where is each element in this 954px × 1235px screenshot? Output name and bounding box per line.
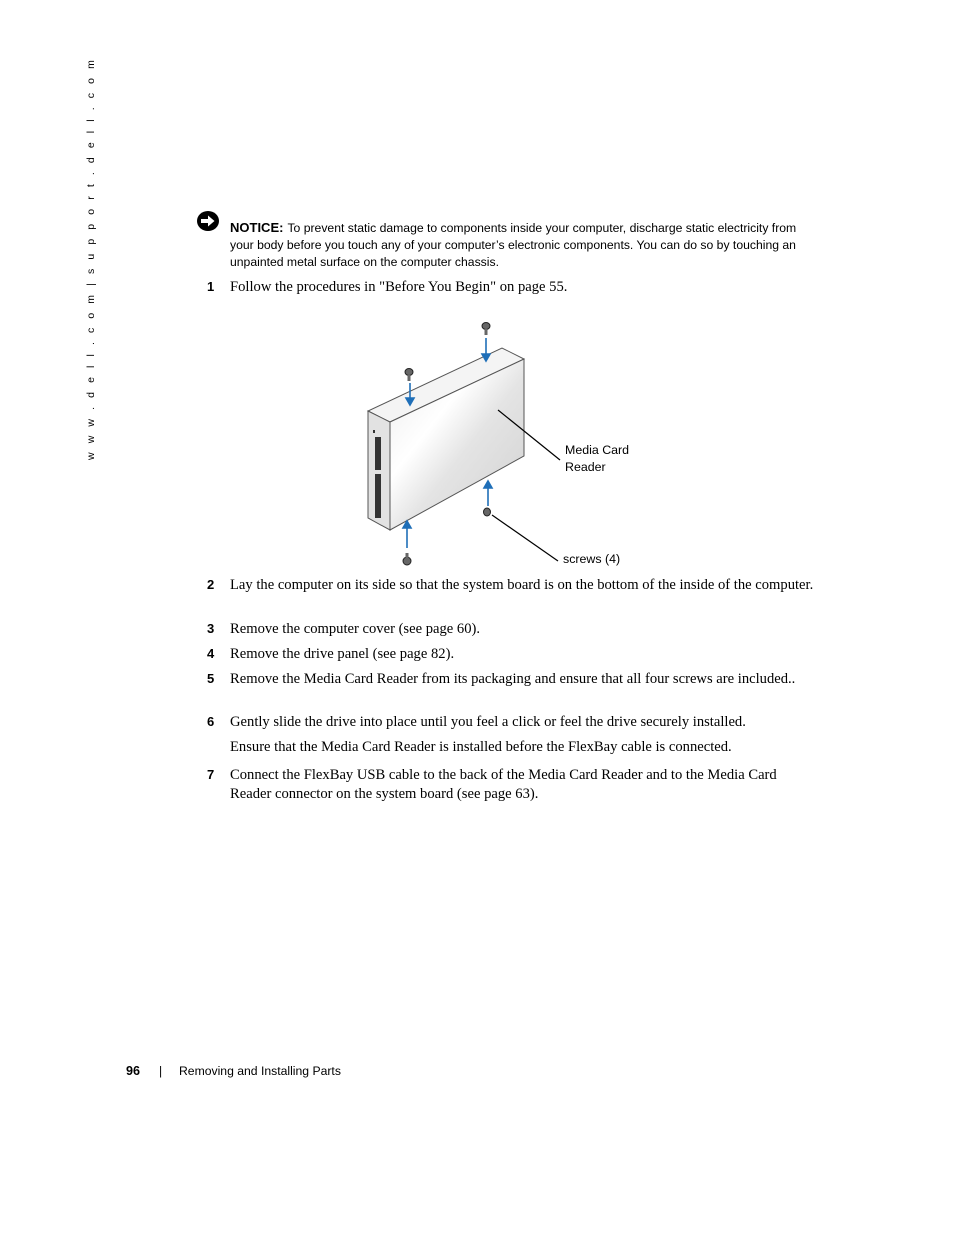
step-text: Remove the drive panel (see page 82). <box>230 646 455 662</box>
screw-icon <box>484 508 491 516</box>
screws-label: screws (4) <box>563 552 621 566</box>
step-text: Remove the Media Card Reader from its packaging and ensure that all four screws are included.. <box>230 671 796 687</box>
step-number: 2 <box>207 577 215 592</box>
step-number: 5 <box>207 671 215 686</box>
step-text: Follow the procedures in "Before You Begin" on page 55. <box>230 279 568 295</box>
notice-label: NOTICE: <box>230 220 284 235</box>
footer-section-title: Removing and Installing Parts <box>179 1064 341 1078</box>
screw-icon <box>403 553 411 565</box>
media-card-reader-figure <box>360 318 650 576</box>
step-number: 6 <box>207 714 215 729</box>
step-number: 4 <box>207 646 215 661</box>
screw-icon <box>482 323 490 336</box>
step-number: 3 <box>207 621 215 636</box>
step-number: 1 <box>207 279 215 294</box>
step-text: Connect the FlexBay USB cable to the back of the Media Card Reader and to the Media Card Reader connector on the system board (see page 63). <box>230 767 777 802</box>
step-text: Gently slide the drive into place until you feel a click or feel the drive securely installed. <box>230 714 746 730</box>
step-text: Remove the computer cover (see page 60). <box>230 621 481 637</box>
notice-icon <box>196 210 220 232</box>
notice-text <box>230 219 800 271</box>
footer-separator: | <box>159 1064 163 1078</box>
step-text: Lay the computer on its side so that the system board is on the bottom of the inside of the computer. <box>230 577 814 593</box>
screw-icon <box>405 369 413 382</box>
step-6-note: Ensure that the Media Card Reader is installed before the FlexBay cable is connected. <box>230 739 732 755</box>
step-number: 7 <box>207 767 215 782</box>
side-url: w w w . d e l l . c o m | s u p p o r t . d e l l . c o m <box>85 57 97 460</box>
page-number: 96 <box>126 1064 141 1078</box>
media-card-reader-label: Media Card Reader <box>565 443 630 474</box>
notice-body: To prevent static damage to components inside your computer, discharge static electricity from your body before you touch any of your computer’s electronic components. You can do so by touching an unpainted metal surface on the computer chassis. <box>230 221 797 269</box>
